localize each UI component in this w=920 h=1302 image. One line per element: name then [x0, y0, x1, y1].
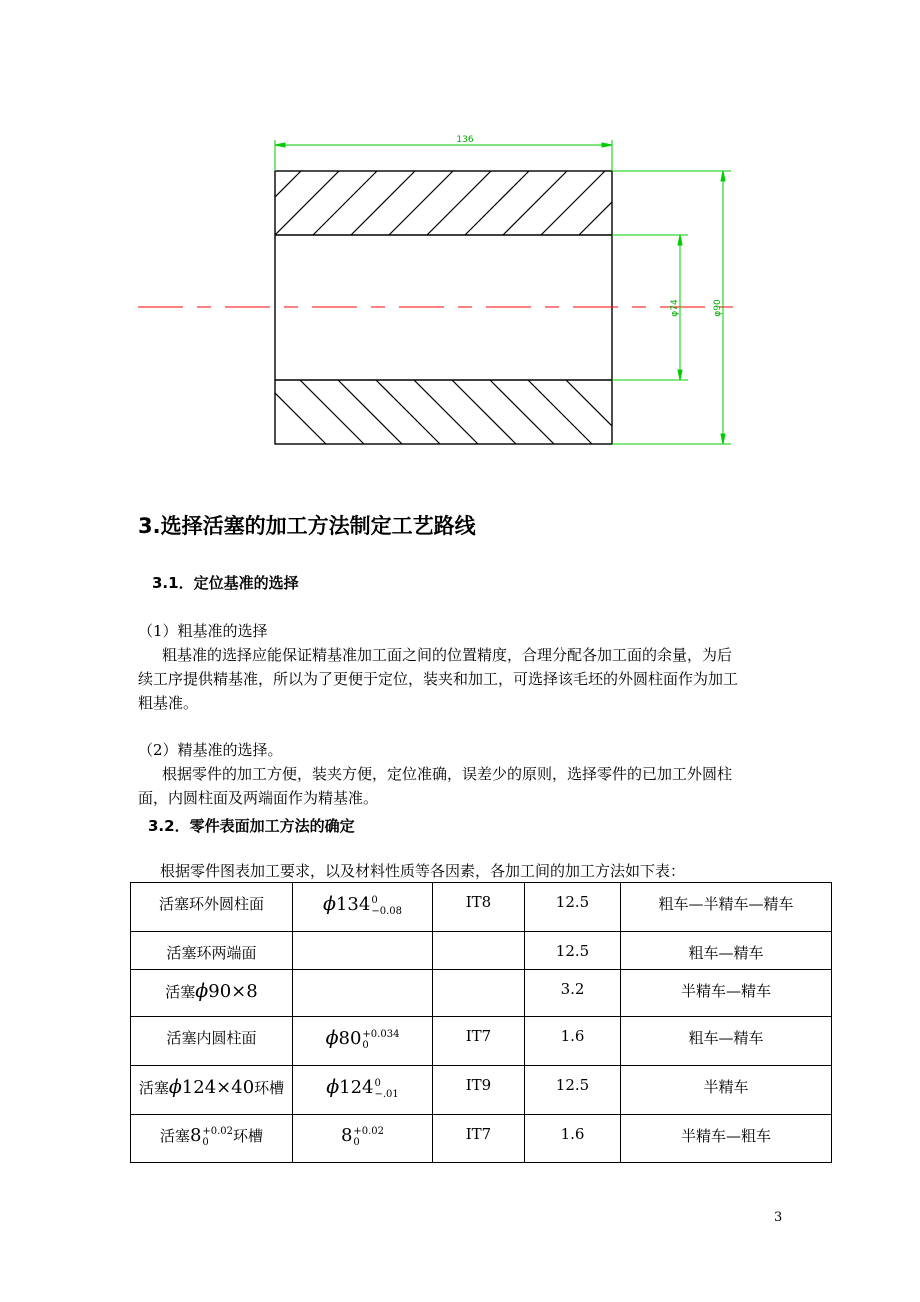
- fine-datum-block: [138, 738, 793, 810]
- dimension: [293, 932, 433, 970]
- table-intro: 根据零件图表加工要求，以及材料性质等各因素，各加工间的加工方法如下表：: [160, 862, 686, 880]
- roughness: 1.6: [525, 1017, 621, 1066]
- tolerance-grade: IT8: [433, 883, 525, 932]
- dimension: ϕ80 +0.034 0: [293, 1017, 433, 1066]
- roughness: 12.5: [525, 1066, 621, 1115]
- dimension: ϕ124 0 −.01: [293, 1066, 433, 1115]
- dimension: [293, 970, 433, 1017]
- table-row: [131, 1066, 832, 1115]
- dimension-lines: [275, 140, 731, 444]
- dimension: 8 +0.02 0: [293, 1115, 433, 1163]
- tolerance-grade: IT9: [433, 1066, 525, 1115]
- piston-ring-drawing: [0, 0, 920, 470]
- part-name: 活塞8 +0.02 0 环槽: [131, 1115, 293, 1163]
- dim-length-label: 136: [456, 135, 474, 145]
- roughness: 12.5: [525, 932, 621, 970]
- table-row: [131, 883, 832, 932]
- roughness: 1.6: [525, 1115, 621, 1163]
- table-row: [131, 1115, 832, 1163]
- part-name: 活塞ϕ124×40环槽: [131, 1066, 293, 1115]
- machining-method-table: [130, 882, 832, 1163]
- rough-datum-block: [138, 619, 793, 715]
- method: 粗车—精车: [621, 932, 832, 970]
- part-name: 活塞内圆柱面: [131, 1017, 293, 1066]
- item1-line-3: 粗基准。: [138, 694, 199, 712]
- section-title: 3.选择活塞的加工方法制定工艺路线: [138, 514, 476, 538]
- subsection-title-3-1: 3.1．定位基准的选择: [152, 574, 299, 592]
- method: 半精车: [621, 1066, 832, 1115]
- item2-title: （2）精基准的选择。: [138, 741, 283, 759]
- dimension: ϕ134 0 −0.08: [293, 883, 433, 932]
- table-row: [131, 970, 832, 1017]
- page-number: 3: [774, 1210, 783, 1225]
- part-name: 活塞环两端面: [131, 932, 293, 970]
- item2-line-2: 面，内圆柱面及两端面作为精基准。: [138, 789, 379, 807]
- method: 粗车—精车: [621, 1017, 832, 1066]
- tolerance-grade: [433, 970, 525, 1017]
- tolerance-grade: IT7: [433, 1017, 525, 1066]
- table-row: [131, 1017, 832, 1066]
- subsection-title-3-2: 3.2．零件表面加工方法的确定: [148, 817, 355, 835]
- item1-line-1: 粗基准的选择应能保证精基准加工面之间的位置精度，合理分配各加工面的余量，为后: [162, 646, 733, 664]
- part-name: 活塞环外圆柱面: [131, 883, 293, 932]
- item1-line-2: 续工序提供精基准，所以为了更便于定位，装夹和加工，可选择该毛坯的外圆柱面作为加工: [138, 670, 739, 688]
- method: 粗车—半精车—精车: [621, 883, 832, 932]
- roughness: 12.5: [525, 883, 621, 932]
- item1-title: （1）粗基准的选择: [138, 622, 268, 640]
- tolerance-grade: IT7: [433, 1115, 525, 1163]
- method: 半精车—精车: [621, 970, 832, 1017]
- top-hatch: [237, 171, 643, 235]
- dim-outer-label: φ90: [713, 299, 723, 317]
- tolerance-grade: [433, 932, 525, 970]
- method: 半精车—粗车: [621, 1115, 832, 1163]
- table-row: [131, 932, 832, 970]
- roughness: 3.2: [525, 970, 621, 1017]
- item2-line-1: 根据零件的加工方便，装夹方便，定位准确，误差少的原则，选择零件的已加工外圆柱: [162, 765, 733, 783]
- dim-inner-label: φ74: [670, 299, 680, 317]
- part-name: 活塞ϕ90×8: [131, 970, 293, 1017]
- bottom-hatch: [262, 380, 630, 444]
